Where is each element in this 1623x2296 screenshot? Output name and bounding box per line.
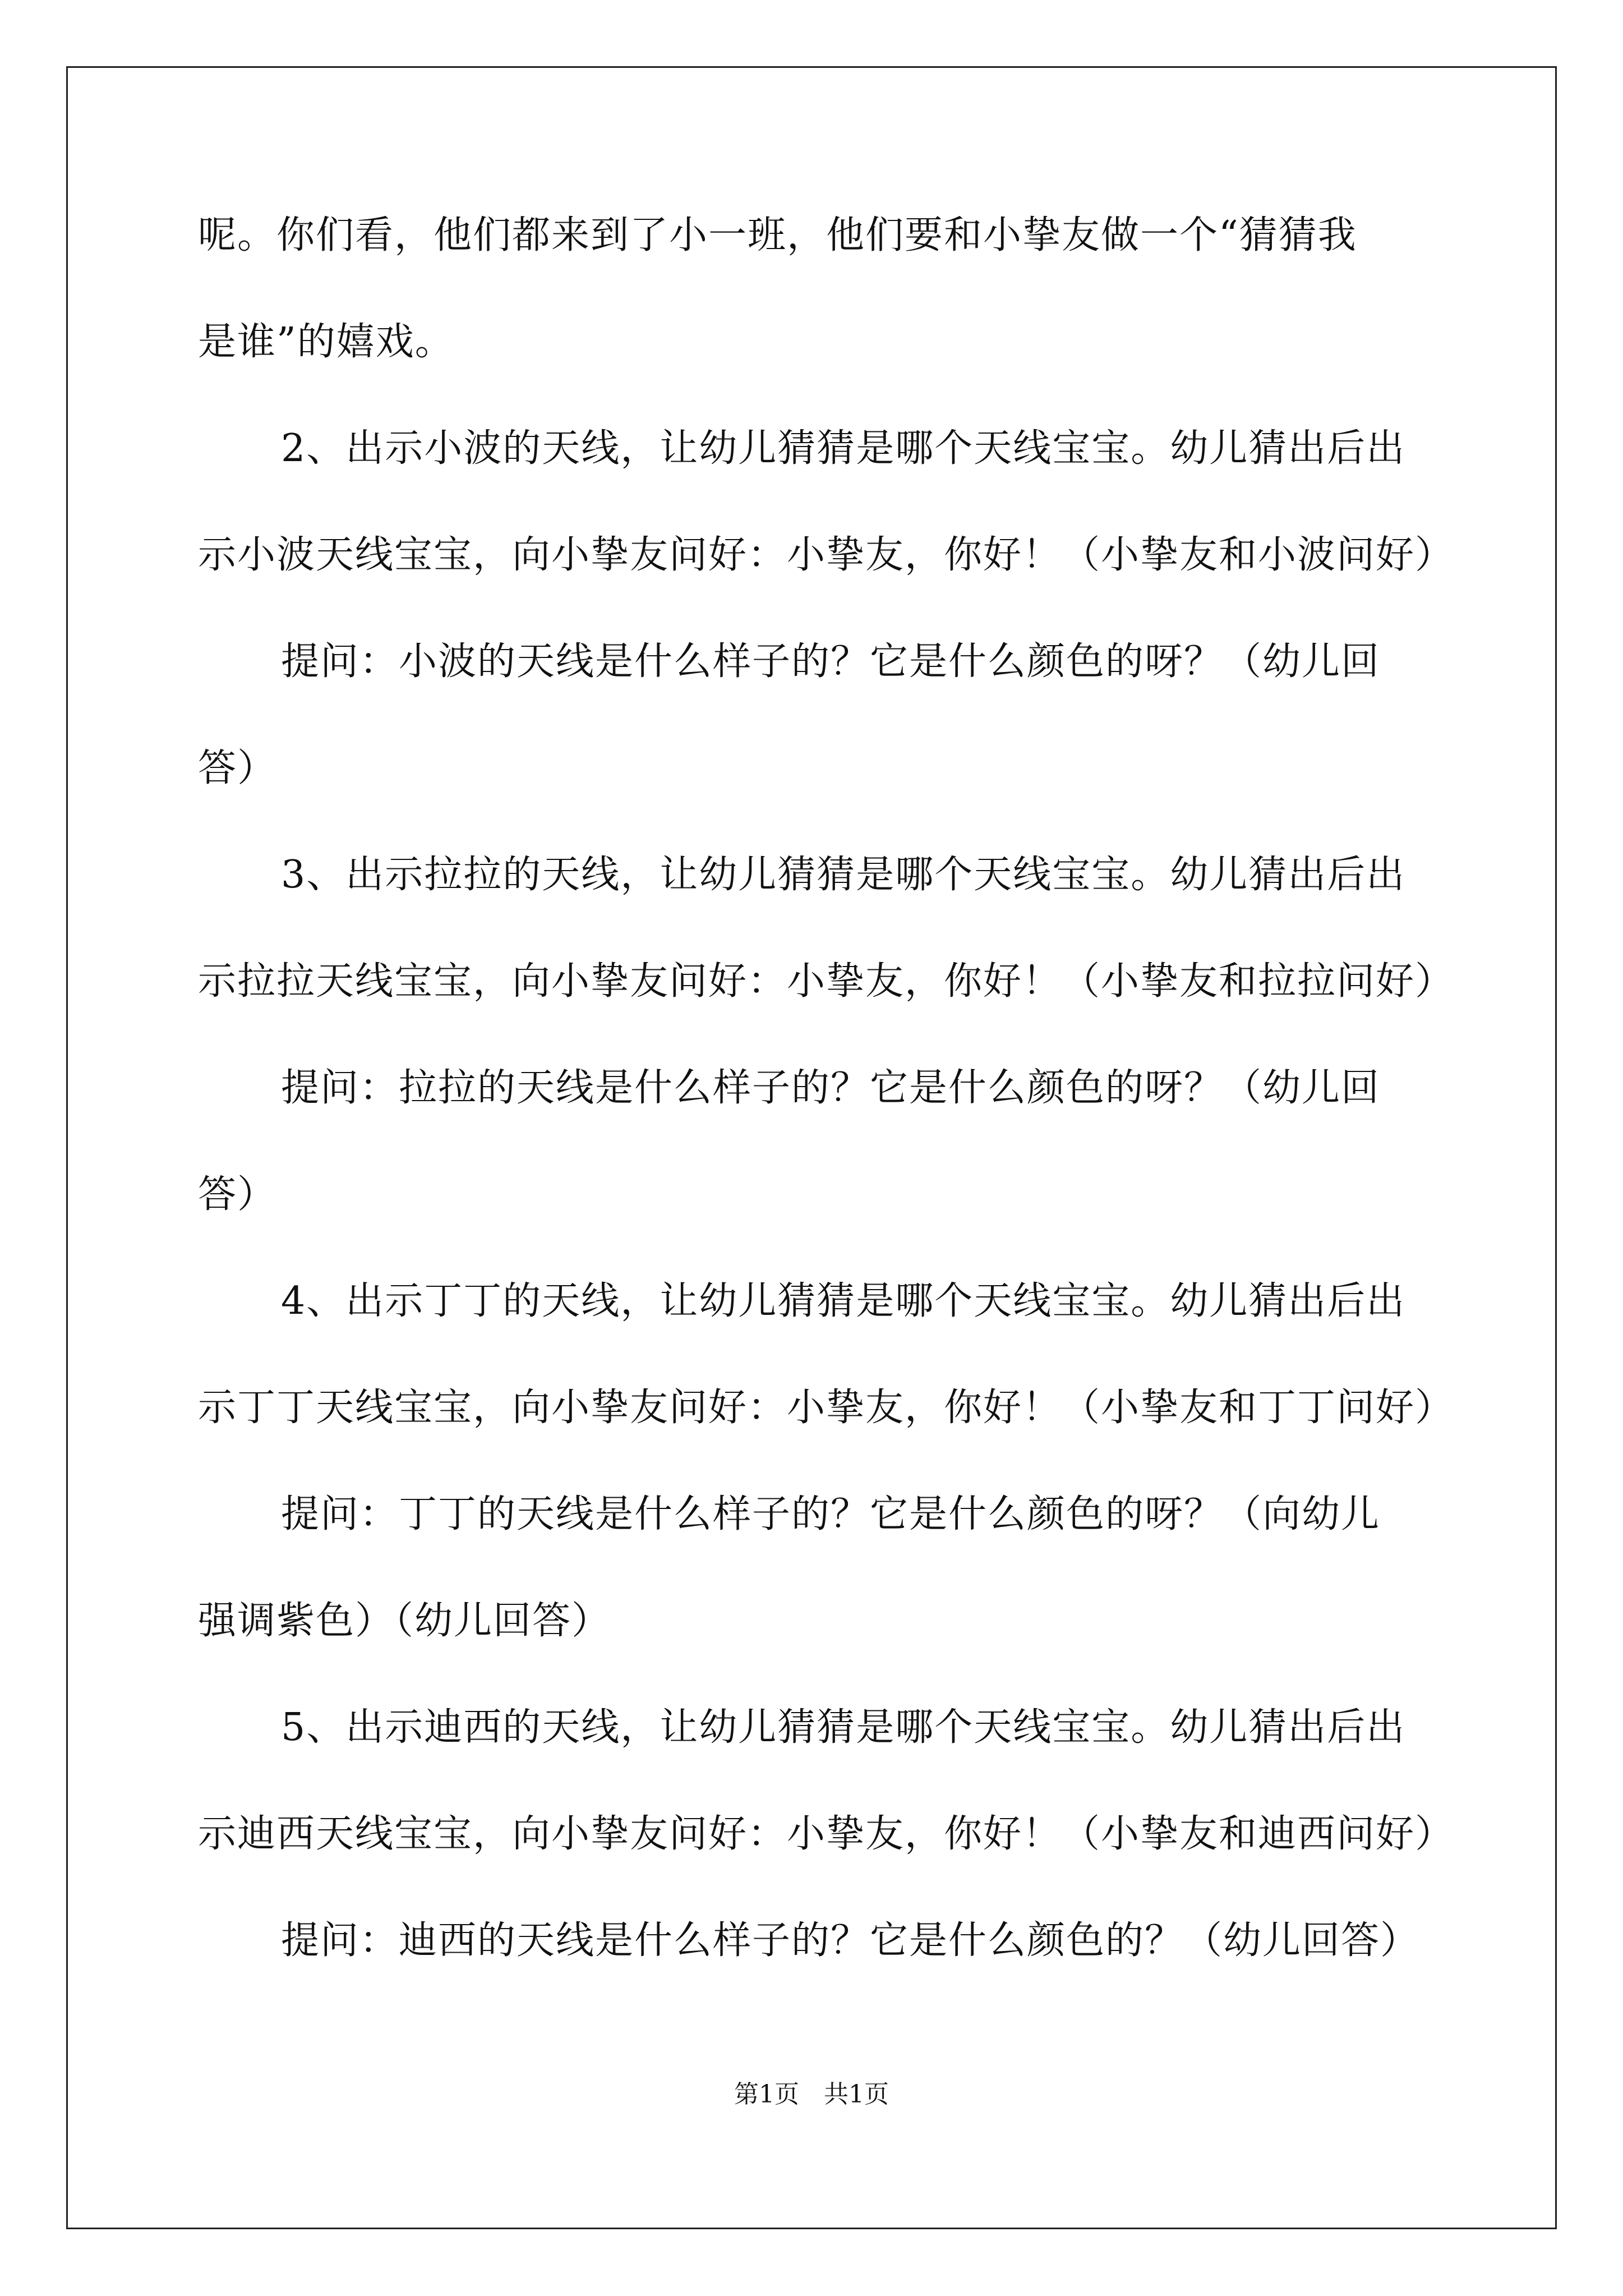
text-line: 示丁丁天线宝宝，向小挚友问好：小挚友，你好！（小挚友和丁丁问好） (198, 1386, 1455, 1430)
text-line: 3、出示拉拉的天线，让幼儿猜猜是哪个天线宝宝。幼儿猜出后出 (281, 853, 1406, 897)
text-line: 呢。你们看，他们都来到了小一班，他们要和小挚友做一个“猜猜我 (198, 213, 1357, 257)
page-number-footer: 第1页 共1页 (734, 2080, 889, 2109)
text-line: 提问：丁丁的天线是什么样子的？它是什么颜色的呀？（向幼儿 (281, 1492, 1381, 1536)
page-border (66, 66, 1557, 2229)
text-line: 2、出示小波的天线，让幼儿猜猜是哪个天线宝宝。幼儿猜出后出 (281, 426, 1406, 471)
text-line: 是谁”的嬉戏。 (198, 320, 454, 364)
text-line: 示拉拉天线宝宝，向小挚友问好：小挚友，你好！（小挚友和拉拉问好） (198, 959, 1455, 1004)
text-line: 强调紫色）（幼儿回答） (198, 1599, 611, 1643)
text-line: 提问：迪西的天线是什么样子的？它是什么颜色的？（幼儿回答） (281, 1918, 1420, 1963)
text-line: 示小波天线宝宝，向小挚友问好：小挚友，你好！（小挚友和小波问好） (198, 533, 1455, 577)
text-line: 提问：小波的天线是什么样子的？它是什么颜色的呀？（幼儿回 (281, 639, 1381, 684)
text-line: 4、出示丁丁的天线，让幼儿猜猜是哪个天线宝宝。幼儿猜出后出 (281, 1279, 1406, 1323)
text-line: 答） (198, 746, 277, 790)
text-line: 提问：拉拉的天线是什么样子的？它是什么颜色的呀？（幼儿回 (281, 1066, 1381, 1110)
text-line: 5、出示迪西的天线，让幼儿猜猜是哪个天线宝宝。幼儿猜出后出 (281, 1705, 1406, 1750)
text-line: 示迪西天线宝宝，向小挚友问好：小挚友，你好！（小挚友和迪西问好） (198, 1812, 1455, 1856)
text-line: 答） (198, 1172, 277, 1217)
